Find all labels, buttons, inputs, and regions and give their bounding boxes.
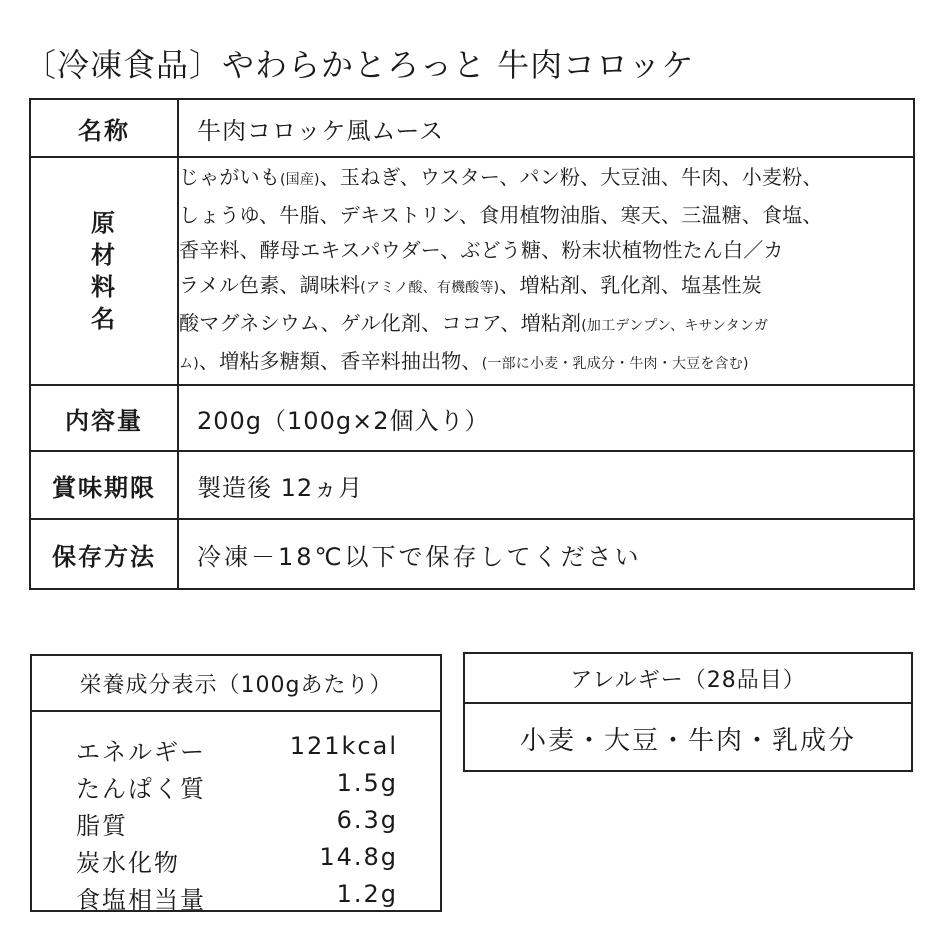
name-value: 牛肉コロッケ風ムース: [178, 99, 914, 157]
nutrition-row: [32, 876, 440, 913]
ingredients-text: 香辛料、酵母エキスパウダー、ぶどう糖、粉末状植物性たん白／カ: [179, 238, 784, 262]
ingredients-text: ラメル色素、調味料: [179, 273, 361, 297]
ingredients-line: [179, 306, 913, 344]
ingredients-label: [30, 157, 178, 385]
nutrition-label: 炭水化物: [76, 849, 180, 877]
spec-row-storage: [30, 519, 914, 589]
nutrition-value: 6.3g: [336, 806, 398, 834]
nutrition-heading: 栄養成分表示（100gあたり）: [32, 656, 440, 712]
ingredients-line: [179, 268, 913, 306]
ingredients-label-char: 料: [91, 273, 117, 301]
nutrition-row: [32, 728, 440, 765]
expiry-label: 賞味期限: [30, 451, 178, 519]
ingredients-line: [179, 233, 913, 268]
nutrition-row: [32, 839, 440, 876]
ingredients-text: 酸マグネシウム、ゲル化剤、ココア、増粘剤: [179, 311, 582, 335]
ingredients-text: 、玉ねぎ、ウスター、パン粉、大豆油、牛肉、小麦粉、: [319, 165, 823, 189]
ingredients-line: [179, 160, 913, 198]
nutrition-value: 121kcal: [289, 732, 398, 760]
allergy-box: [463, 652, 913, 772]
spec-row-expiry: [30, 451, 914, 519]
nutrition-value: 1.5g: [336, 769, 398, 797]
name-label: 名称: [30, 99, 178, 157]
product-spec-table: [29, 98, 915, 590]
ingredients-label-char: 原: [91, 209, 117, 237]
allergy-items: 小麦・大豆・牛肉・乳成分: [519, 725, 856, 756]
allergy-heading: アレルギー（28品目）: [465, 654, 911, 704]
ingredients-text: 、増粘剤、乳化剤、塩基性炭: [499, 273, 762, 297]
storage-value: 冷凍－18℃以下で保存してください: [178, 519, 914, 589]
nutrition-label: 脂質: [76, 812, 128, 840]
product-title: 〔冷凍食品〕やわらかとろっと 牛肉コロッケ: [24, 46, 695, 84]
ingredients-text: しょうゆ、牛脂、デキストリン、食用植物油脂、寒天、三温糖、食塩、: [179, 203, 823, 227]
spec-row-content: [30, 385, 914, 451]
content-value: 200g（100g×2個入り）: [178, 385, 914, 451]
nutrition-facts-box: [30, 654, 442, 912]
ingredients-note: (国産): [280, 172, 320, 188]
ingredients-text: 、増粘多糖類、香辛料抽出物、: [198, 349, 482, 373]
nutrition-row: [32, 765, 440, 802]
expiry-value: 製造後 12ヵ月: [178, 451, 914, 519]
allergen-note: (一部に小麦・乳成分・牛肉・大豆を含む): [481, 356, 749, 372]
spec-row-ingredients: [30, 157, 914, 385]
ingredients-line: [179, 198, 913, 233]
ingredients-text: じゃがいも: [179, 165, 280, 189]
nutrition-value: 1.2g: [336, 880, 398, 908]
ingredients-label-char: 材: [91, 241, 117, 269]
nutrition-list: [32, 712, 440, 913]
nutrition-label: エネルギー: [76, 738, 206, 766]
nutrition-label: 食塩相当量: [76, 886, 206, 914]
nutrition-value: 14.8g: [319, 843, 398, 871]
spec-row-name: [30, 99, 914, 157]
ingredients-value: [178, 157, 914, 385]
ingredients-note: ム): [179, 356, 199, 372]
ingredients-line: [179, 344, 913, 382]
content-label: 内容量: [30, 385, 178, 451]
ingredients-note: (加工デンプン、キサンタンガ: [581, 318, 769, 334]
storage-label: 保存方法: [30, 519, 178, 589]
nutrition-row: [32, 802, 440, 839]
nutrition-label: たんぱく質: [76, 775, 206, 803]
ingredients-label-char: 名: [91, 305, 117, 333]
ingredients-note: (アミノ酸、有機酸等): [360, 280, 500, 296]
